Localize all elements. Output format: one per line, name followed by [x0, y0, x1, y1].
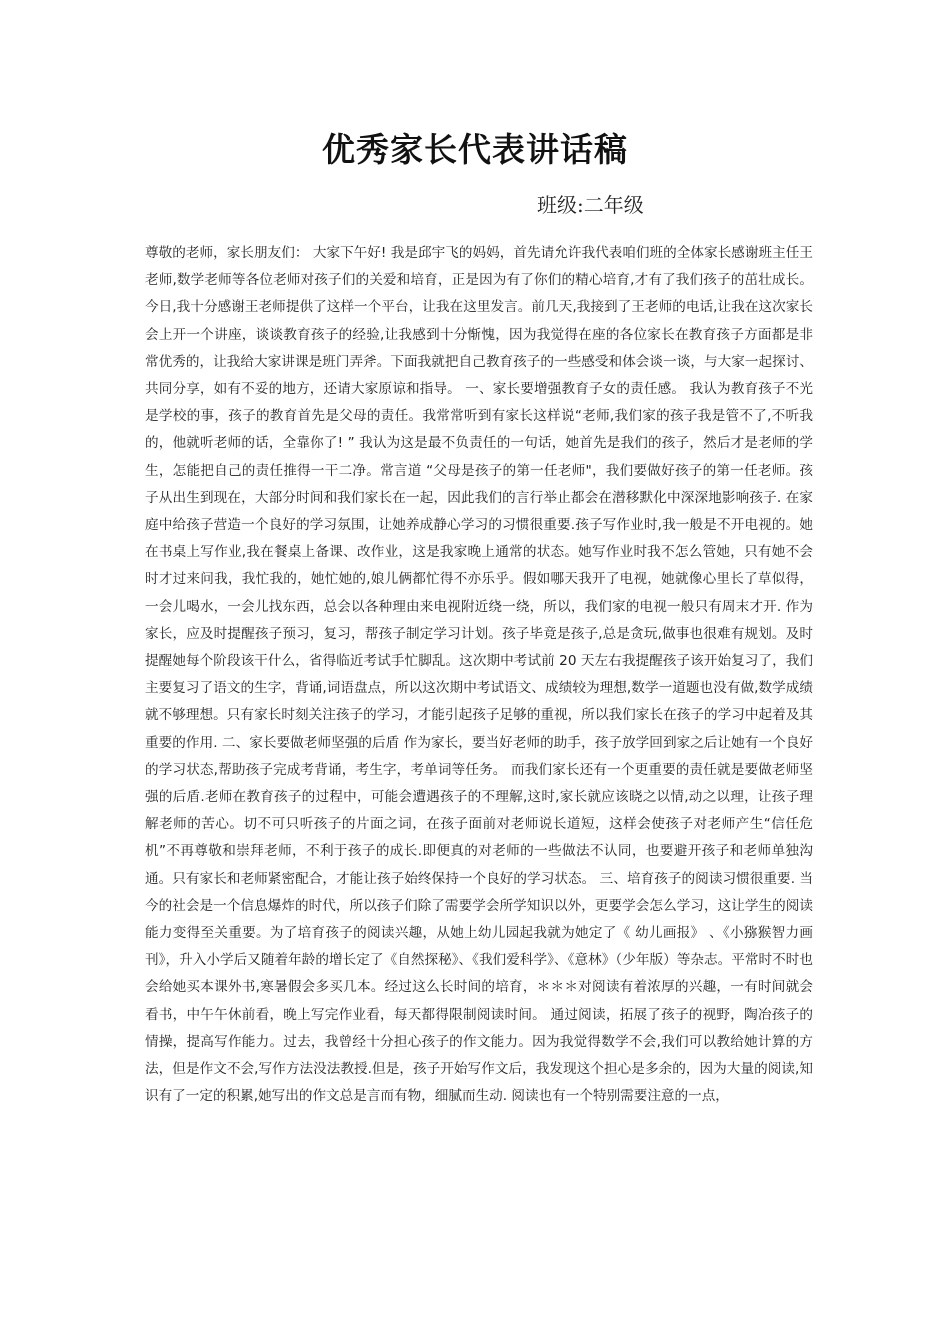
class-label: 班级:二年级 — [537, 193, 644, 217]
document-title: 优秀家长代表讲话稿 — [322, 130, 628, 169]
speech-body: 尊敬的老师，家长朋友们： 大家下午好! 我是邱宇飞的妈妈，首先请允许我代表咱们班的全体家长感谢班主任王老师,数学老师等各位老师对孩子们的关爱和培育，正是因为有了你们的精心培育,才有了我们孩子的茁壮成长。 今日,我十分感谢王老师提供了这样一个平台，让我在这里发言。前几天,我接到了王老师的电话,让我在这次家长会上开一个讲座，谈谈教育孩子的经验,让我感到十分惭愧，因为我觉得在座的各位家长在教育孩子方面都是非常优秀的，让我给大家讲课是班门弄斧。下面我就把自己教育孩子的一些感受和体会谈一谈，与大家一起探讨、共同分享，如有不妥的地方，还请大家原谅和指导。 一、家长要增强教育子女的责任感。 我认为教育孩子不光是学校的事，孩子的教育首先是父母的责任。我常常听到有家长这样说“老师,我们家的孩子我是管不了,不听我的，他就听老师的话，全靠你了! ” 我认为这是最不负责任的一句话，她首先是我们的孩子，然后才是老师的学生，怎能把自己的责任推得一干二净。常言道 “父母是孩子的第一任老师"，我们要做好孩子的第一任老师。孩子从出生到现在，大部分时间和我们家长在一起，因此我们的言行举止都会在潜移默化中深深地影响孩子. 在家庭中给孩子营造一个良好的学习氛围，让她养成静心学习的习惯很重要.孩子写作业时,我一般是不开电视的。她在书桌上写作业,我在餐桌上备课、改作业，这是我家晚上通常的状态。她写作业时我不怎么管她，只有她不会时才过来问我，我忙我的，她忙她的,娘儿俩都忙得不亦乐乎。假如哪天我开了电视，她就像心里长了草似得，一会儿喝水，一会儿找东西，总会以各种理由来电视附近绕一绕，所以，我们家的电视一般只有周末才开. 作为家长，应及时提醒孩子预习，复习，帮孩子制定学习计划。孩子毕竟是孩子,总是贪玩,做事也很难有规划。及时提醒她每个阶段该干什么，省得临近考试手忙脚乱。这次期中考试前 20 天左右我提醒孩子该开始复习了，我们主要复习了语文的生字，背诵,词语盘点，所以这次期中考试语文、成绩较为理想,数学一道题也没有做,数学成绩就不够理想。只有家长时刻关注孩子的学习，才能引起孩子足够的重视，所以我们家长在孩子的学习中起着及其重要的作用. 二、家长要做老师坚强的后盾 作为家长，要当好老师的助手，孩子放学回到家之后让她有一个良好的学习状态,帮助孩子完成考背诵，考生字，考单词等任务。 而我们家长还有一个更重要的责任就是要做老师坚强的后盾.老师在教育孩子的过程中，可能会遭遇孩子的不理解,这时,家长就应该晓之以情,动之以理，让孩子理解老师的苦心。切不可只听孩子的片面之词，在孩子面前对老师说长道短，这样会使孩子对老师产生“信任危机”不再尊敬和崇拜老师，不利于孩子的成长.即便真的对老师的一些做法不认同，也要避开孩子和老师单独沟通。只有家长和老师紧密配合，才能让孩子始终保持一个良好的学习状态。 三、培育孩子的阅读习惯很重要. 当今的社会是一个信息爆炸的时代，所以孩子们除了需要学会所学知识以外，更要学会怎么学习，这让学生的阅读能力变得至关重要。为了培育孩子的阅读兴趣，从她上幼儿园起我就为她定了《 幼儿画报》 、《小猕猴智力画刊》，升入小学后又随着年龄的增长定了《自然探秘》、《我们爱科学》、《意林》（少年版）等杂志。平常时不时也会给她买本课外书,寒暑假会多买几本。经过这么长时间的培育，＊＊＊对阅读有着浓厚的兴趣，一有时间就会看书，中午午休前看，晚上写完作业看，每天都得限制阅读时间。 通过阅读，拓展了孩子的视野，陶冶孩子的情操，提高写作能力。过去，我曾经十分担心孩子的作文能力。因为我觉得数学不会,我们可以教给她计算的方法，但是作文不会,写作方法没法教授.但是，孩子开始写作文后，我发现这个担心是多余的，因为大量的阅读,知识有了一定的积累,她写出的作文总是言而有物，细腻而生动. 阅读也有一个特别需要注意的一点， — [145, 245, 813, 1105]
